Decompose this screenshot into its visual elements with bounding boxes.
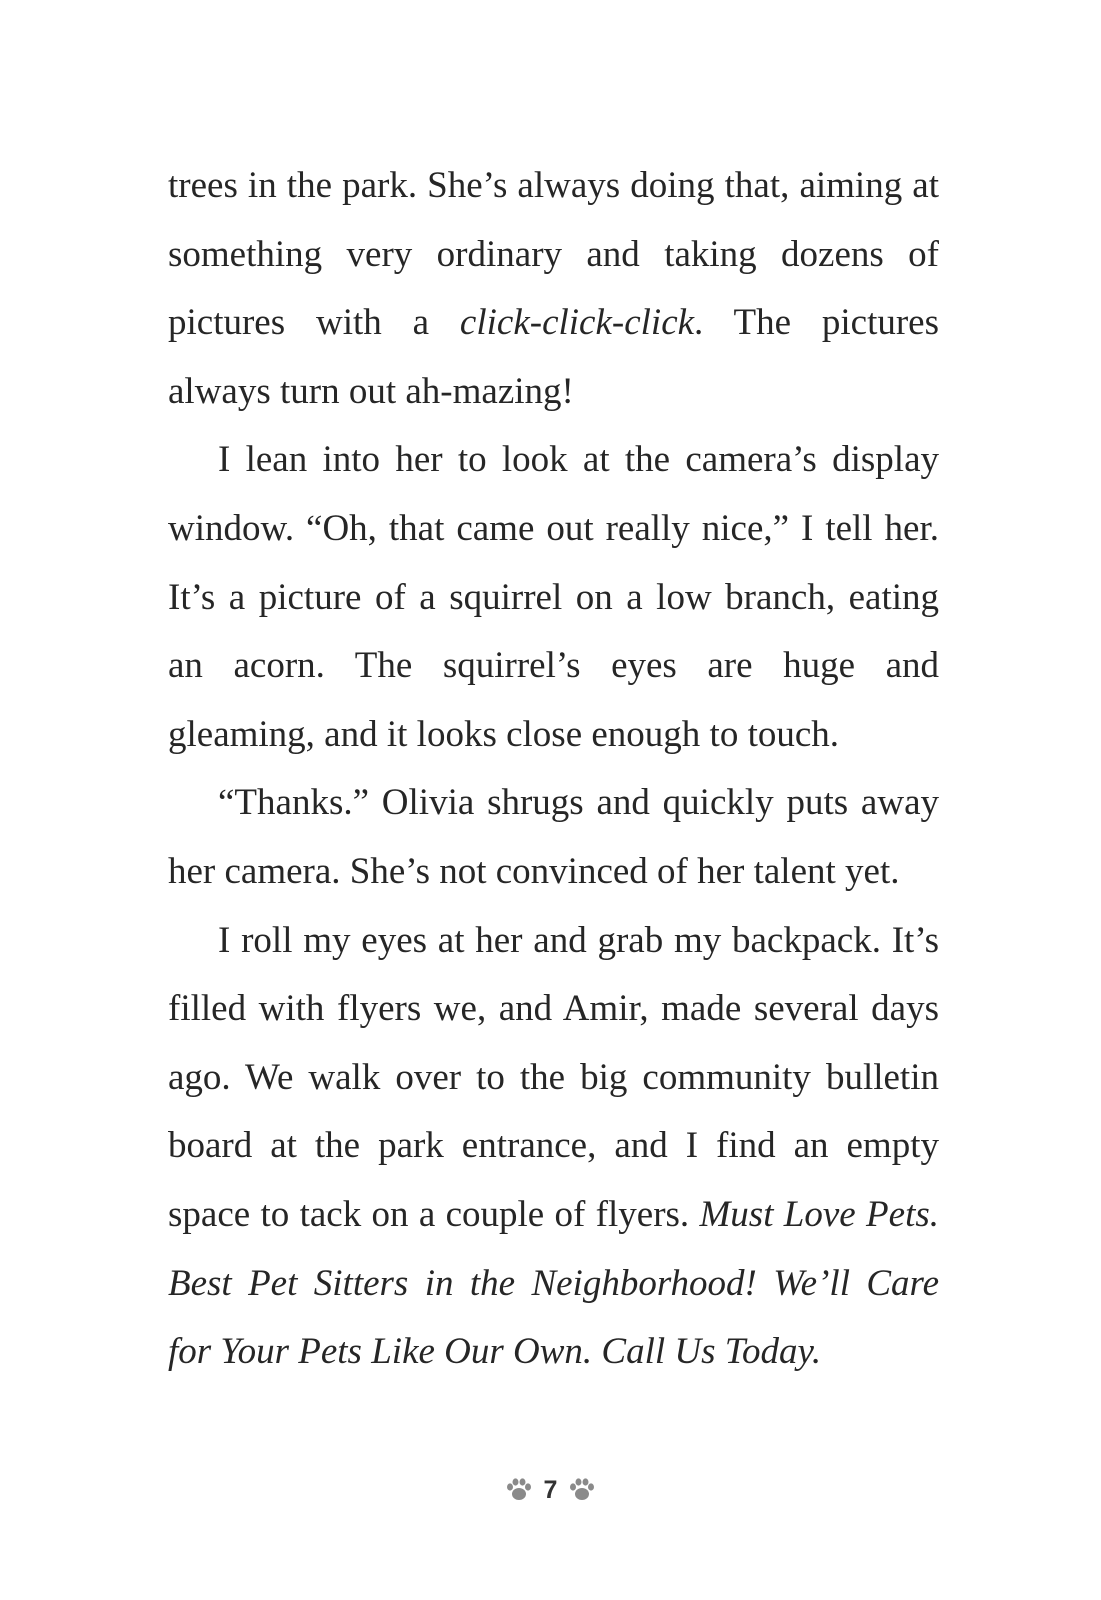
page-number: 7 — [543, 1475, 558, 1504]
paragraph — [168, 426, 939, 769]
text-run: I roll my eyes at her and grab my backpack. It’s filled with flyers we, and Amir, made several days ago. We walk over to the big community bulletin board at the park entrance, and I find an empty space to tack on a couple of flyers. — [168, 919, 939, 1235]
italic-text: click-click-click — [459, 302, 695, 344]
text-run: trees in the park. She’s always doing that, aiming at something very ordinary and taking dozens of pictures with a — [168, 165, 939, 344]
italic-text: Must Love Pets. Best Pet Sitters in the Neighborhood! We’ll Care for Your Pets Like Our Own. Call Us Today. — [168, 1193, 939, 1373]
body-text — [168, 152, 939, 1387]
paw-print-icon — [567, 1477, 597, 1503]
text-run: . The pictures always turn out ah-mazing! — [168, 302, 940, 412]
paragraph — [168, 907, 939, 1387]
text-run: I lean into her to look at the camera’s display window. “Oh, that came out really nice,” I tell her. It’s a picture of a squirrel on a low branch, eating an acorn. The squirrel’s eyes are huge and gleaming, and it looks close enough to touch. — [168, 439, 939, 755]
text-run: “Thanks.” Olivia shrugs and quickly puts away her camera. She’s not convinced of her talent yet. — [168, 782, 939, 892]
paw-print-icon — [504, 1477, 534, 1503]
page-footer — [0, 1470, 1101, 1510]
paragraph — [168, 769, 939, 906]
paragraph — [168, 152, 939, 426]
